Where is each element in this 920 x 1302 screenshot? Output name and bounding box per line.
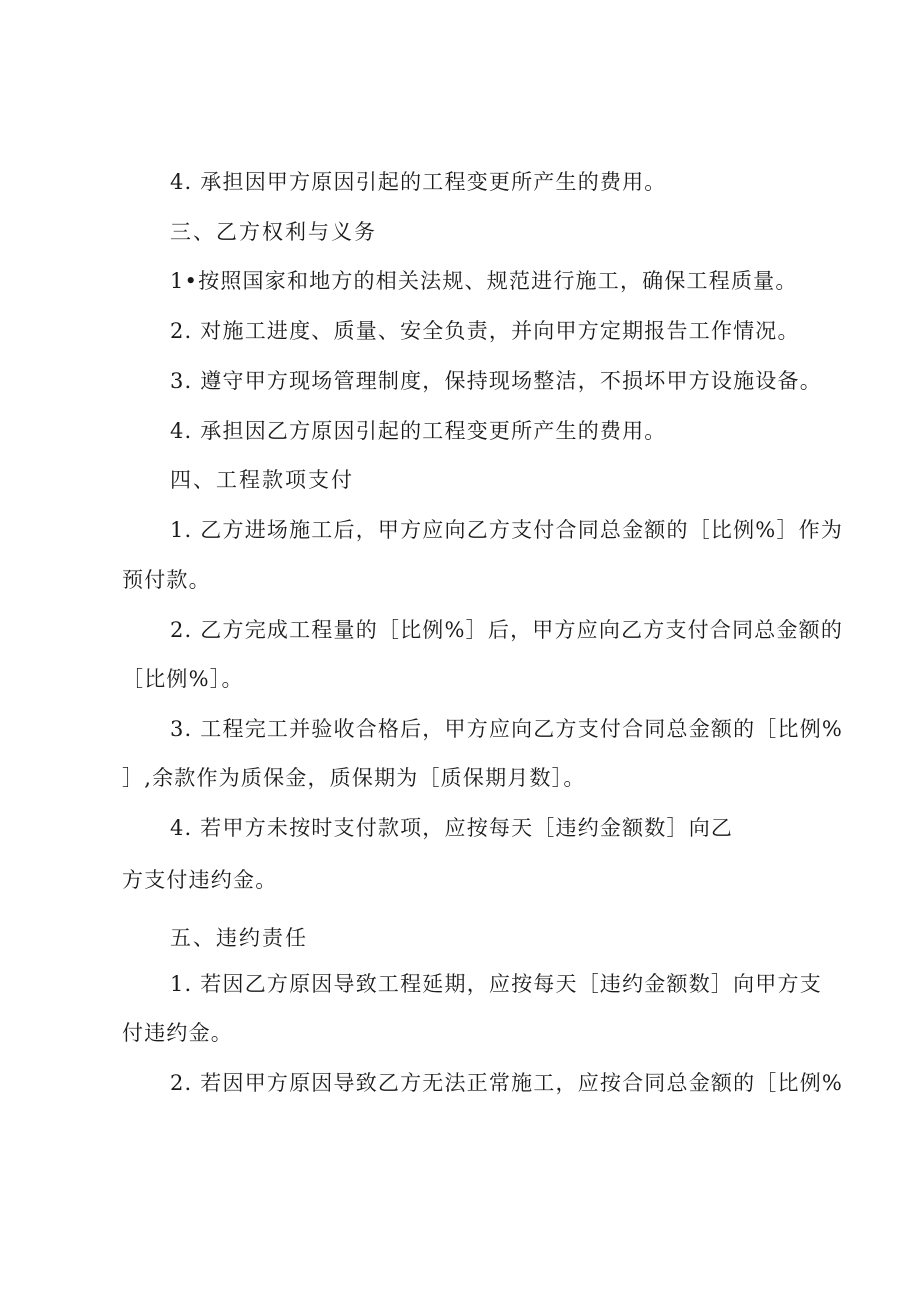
paragraph-line: 2. 若因甲方原因导致乙方无法正常施工，应按合同总金额的［比例% [170,1071,844,1095]
paragraph-line-continued: 付违约金。 [122,1021,233,1045]
paragraph-line-continued: 方支付违约金。 [122,868,278,892]
paragraph-line: 1•按照国家和地方的相关法规、规范进行施工，确保工程质量。 [170,269,798,293]
paragraph-line-continued: ］,余款作为质保金，质保期为［质保期月数］。 [122,766,586,790]
paragraph-line: 1. 若因乙方原因导致工程延期，应按每天［违约金额数］向甲方支 [170,972,822,996]
paragraph-line: 1. 乙方进场施工后，甲方应向乙方支付合同总金额的［比例%］作为 [170,518,844,542]
paragraph-line-continued: ［比例%］。 [122,667,244,691]
paragraph-line: 4. 承担因甲方原因引起的工程变更所产生的费用。 [170,170,667,194]
paragraph-line: 3. 遵守甲方现场管理制度，保持现场整洁，不损坏甲方设施设备。 [170,369,822,393]
paragraph-line-continued: 预付款。 [122,568,211,592]
paragraph-line: 4. 若甲方未按时支付款项，应按每天［违约金额数］向乙 [170,816,734,840]
section-heading-party-b-rights: 三、乙方权利与义务 [170,220,377,244]
paragraph-line: 3. 工程完工并验收合格后，甲方应向乙方支付合同总金额的［比例% [170,717,844,741]
paragraph-line: 2. 对施工进度、质量、安全负责，并向甲方定期报告工作情况。 [170,319,800,343]
section-heading-liability: 五、违约责任 [170,926,308,950]
paragraph-line: 2. 乙方完成工程量的［比例%］后，甲方应向乙方支付合同总金额的 [170,618,844,642]
paragraph-line: 4. 承担因乙方原因引起的工程变更所产生的费用。 [170,419,667,443]
section-heading-payment: 四、工程款项支付 [170,468,354,492]
